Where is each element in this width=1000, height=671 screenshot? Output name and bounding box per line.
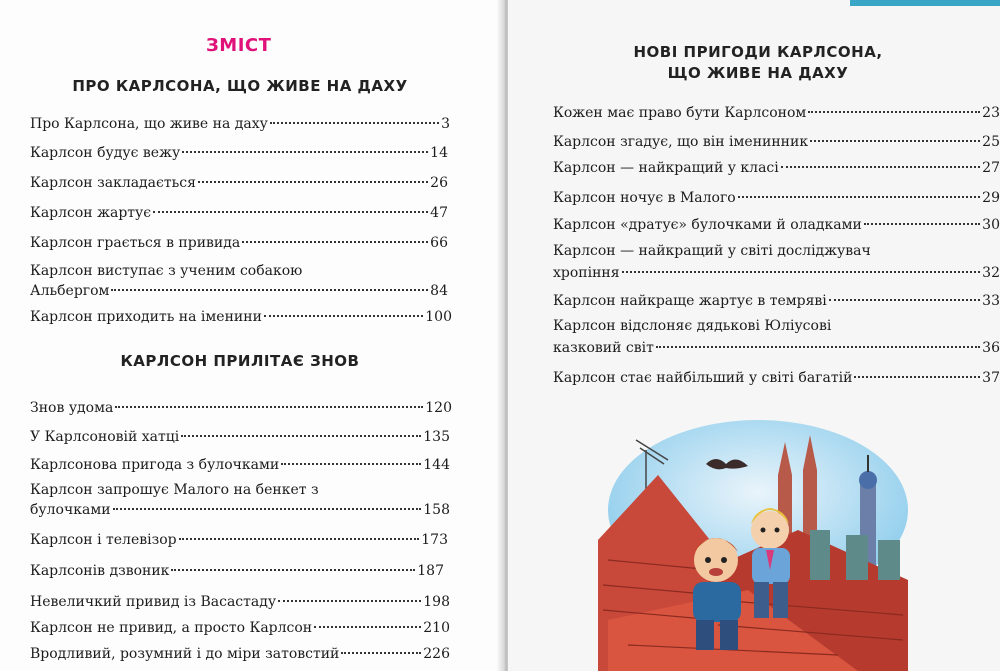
toc-entry — [30, 203, 448, 223]
contents-title: ЗМІСТ — [206, 35, 272, 56]
toc-entry-title: казковий світ — [553, 340, 654, 356]
toc-entry-page: 25 — [982, 134, 1000, 150]
dot-leader — [113, 508, 422, 510]
dot-leader — [115, 406, 423, 408]
toc-entry — [553, 158, 1000, 178]
dot-leader — [738, 196, 980, 198]
toc-entry — [30, 455, 450, 475]
toc-entry-title: Карлсон закладається — [30, 175, 196, 191]
part2-title: КАРЛСОН ПРИЛІТАЄ ЗНОВ — [120, 352, 360, 370]
toc-entry-page: 144 — [423, 457, 450, 473]
dot-leader — [864, 223, 980, 225]
toc-entry-title: Вродливий, розумний і до міри затовстий — [30, 646, 340, 662]
toc-entry-title: булочками — [30, 502, 111, 518]
toc-entry-page: 135 — [423, 429, 450, 445]
toc-entry-title: Карлсон найкраще жартує в темряві — [553, 293, 827, 309]
dot-leader — [182, 151, 428, 153]
dot-leader — [781, 166, 980, 168]
toc-entry — [30, 233, 448, 253]
toc-entry-page: 210 — [423, 620, 450, 636]
toc-entry-page: 32 — [982, 265, 1000, 281]
toc-entry-title: Про Карлсона, що живе на даху — [30, 116, 268, 132]
dot-leader — [829, 299, 980, 301]
toc-entry-title: Карлсон будує вежу — [30, 145, 181, 161]
rooftop-illustration — [598, 420, 908, 671]
toc-entry-page: 226 — [423, 646, 450, 662]
toc-entry-page: 36 — [982, 340, 1000, 356]
toc-entry-page: 173 — [421, 532, 448, 548]
cover-edge — [850, 0, 1000, 6]
toc-entry-title: Кожен має право бути Карлсоном — [553, 105, 807, 121]
toc-entry-title: Карлсон — найкращий у класі — [553, 160, 779, 176]
toc-entry-page: 14 — [430, 145, 448, 161]
dot-leader — [810, 140, 980, 142]
dot-leader — [181, 435, 421, 437]
toc-entry — [553, 263, 1000, 283]
part3-title-line2: ЩО ЖИВЕ НА ДАХУ — [667, 64, 849, 82]
dot-leader — [808, 111, 980, 113]
toc-entry — [553, 188, 1000, 208]
toc-entry-page: 158 — [423, 502, 450, 518]
dot-leader — [854, 376, 980, 378]
toc-entry-page: 29 — [982, 190, 1000, 206]
toc-entry — [30, 281, 448, 301]
dot-leader — [278, 600, 421, 602]
toc-entry — [30, 143, 448, 163]
toc-entry-page: 198 — [423, 594, 450, 610]
toc-entry — [30, 307, 452, 327]
dot-leader — [111, 289, 428, 291]
toc-entry-page: 33 — [982, 293, 1000, 309]
toc-entry-title: Карлсон і телевізор — [30, 532, 177, 548]
toc-entry — [553, 215, 1000, 235]
dot-leader — [656, 346, 980, 348]
toc-entry-page: 100 — [425, 309, 452, 325]
toc-entry-title: Карлсон згадує, що він іменинник — [553, 134, 809, 150]
toc-entry — [30, 427, 450, 447]
toc-entry — [553, 368, 1000, 388]
toc-entry-title: Карлсон не привид, а просто Карлсон — [30, 620, 313, 636]
dot-leader — [270, 122, 439, 124]
toc-entry — [30, 114, 450, 134]
toc-entry — [30, 592, 450, 612]
toc-entry — [553, 132, 1000, 152]
toc-entry — [30, 530, 448, 550]
toc-entry — [553, 291, 1000, 311]
dot-leader — [171, 569, 415, 571]
dot-leader — [153, 211, 428, 213]
dot-leader — [179, 538, 420, 540]
toc-entry-title: Карлсон «дратує» булочками й оладками — [553, 217, 862, 233]
toc-entry-title: Знов удома — [30, 400, 114, 416]
toc-entry-title: хропіння — [553, 265, 620, 281]
toc-entry-page: 37 — [982, 370, 1000, 386]
toc-entry-title: Карлсон жартує — [30, 205, 152, 221]
toc-entry-title: Карлсонова пригода з булочками — [30, 457, 280, 473]
dot-leader — [314, 626, 421, 628]
toc-entry-page: 84 — [430, 283, 448, 299]
dot-leader — [341, 652, 421, 654]
toc-entry-title: Карлсон ночує в Малого — [553, 190, 736, 206]
toc-entry-title: Карлсон приходить на іменини — [30, 309, 262, 325]
toc-entry — [30, 618, 450, 638]
toc-entry-title-line1: Карлсон запрошує Малого на бенкет з — [30, 482, 319, 498]
dot-leader — [622, 271, 981, 273]
toc-entry-title: Альбергом — [30, 283, 110, 299]
toc-entry — [30, 644, 450, 664]
toc-entry-page: 26 — [430, 175, 448, 191]
toc-entry-title: Карлсон грається в привида — [30, 235, 241, 251]
toc-entry-page: 3 — [441, 116, 450, 132]
toc-entry-page: 47 — [430, 205, 448, 221]
toc-entry — [30, 500, 450, 520]
toc-entry-title: Карлсон стає найбільший у світі багатій — [553, 370, 853, 386]
dot-leader — [281, 463, 421, 465]
toc-entry-page: 23 — [982, 105, 1000, 121]
dot-leader — [242, 241, 428, 243]
toc-entry-page: 120 — [425, 400, 452, 416]
toc-entry-title: Невеличкий привид із Васастаду — [30, 594, 277, 610]
toc-entry-page: 30 — [982, 217, 1000, 233]
toc-entry-title: У Карлсоновій хатці — [30, 429, 180, 445]
dot-leader — [198, 181, 428, 183]
toc-entry-title-line1: Карлсон виступає з ученим собакою — [30, 263, 303, 279]
toc-entry-title-line1: Карлсон — найкращий у світі досліджувач — [553, 243, 871, 259]
toc-entry — [30, 173, 448, 193]
toc-entry-title: Карлсонів дзвоник — [30, 563, 170, 579]
toc-entry — [30, 398, 452, 418]
toc-entry-page: 66 — [430, 235, 448, 251]
part3-title-line1: НОВІ ПРИГОДИ КАРЛСОНА, — [633, 43, 883, 61]
dot-leader — [264, 315, 423, 317]
toc-entry-title-line1: Карлсон відслоняє дядькові Юліусові — [553, 318, 832, 334]
toc-entry — [553, 338, 1000, 358]
toc-entry-page: 187 — [417, 563, 444, 579]
toc-entry — [553, 103, 1000, 123]
part1-title: ПРО КАРЛСОНА, ЩО ЖИВЕ НА ДАХУ — [72, 77, 408, 95]
toc-entry-page: 27 — [982, 160, 1000, 176]
toc-entry — [30, 561, 444, 581]
